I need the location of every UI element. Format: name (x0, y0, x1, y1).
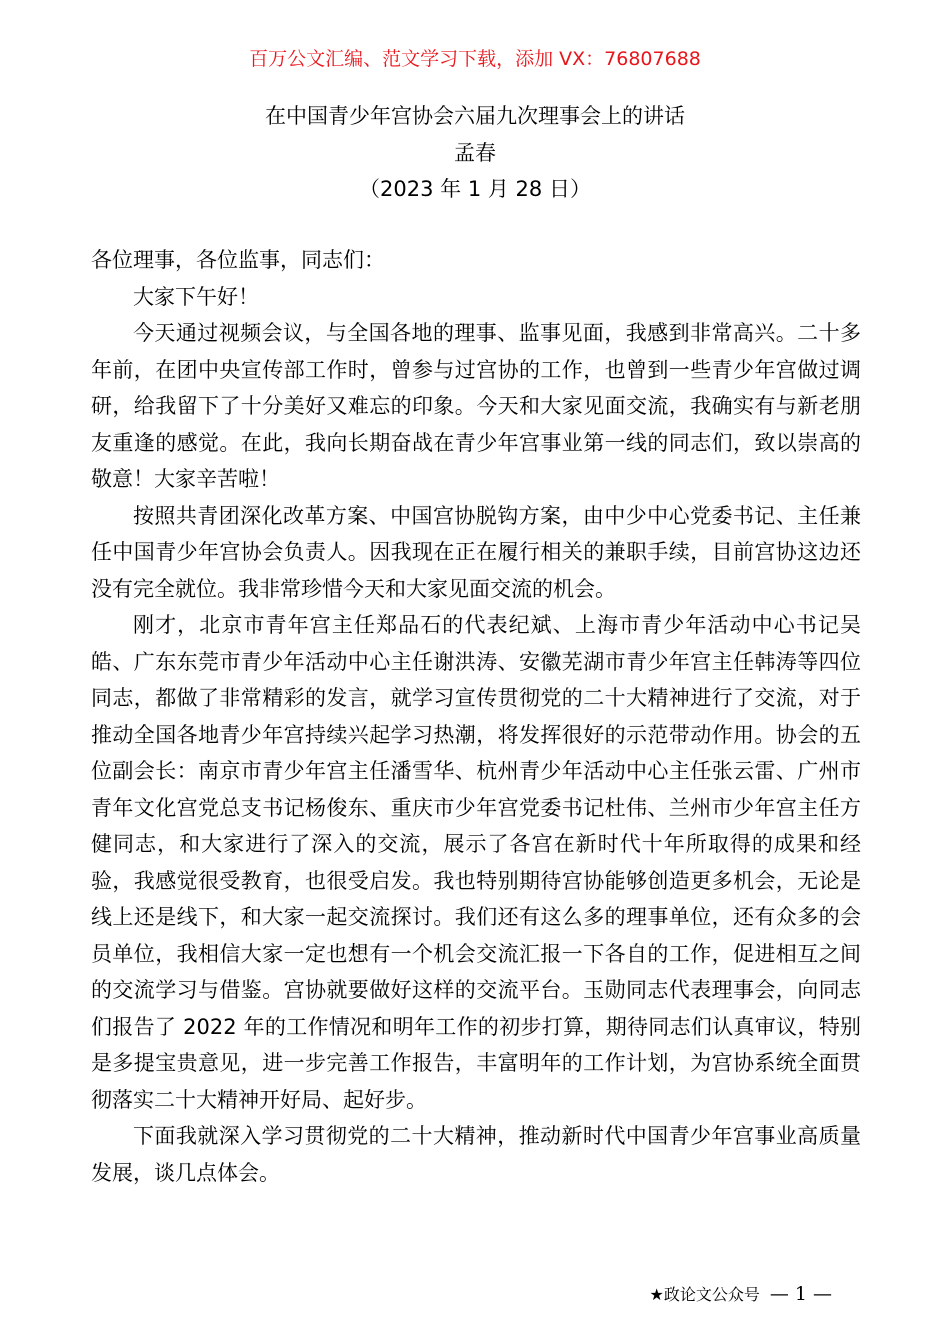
speech-body (91, 242, 861, 1191)
salutation: 各位理事，各位监事，同志们： (91, 248, 385, 272)
page-footer (649, 1282, 832, 1307)
speech-title: 在中国青少年宫协会六届九次理事会上的讲话 (265, 104, 685, 128)
paragraph: 按照共青团深化改革方案、中国宫协脱钩方案，由中少中心党委书记、主任兼任中国青少年宫协会负责人。因我现在正在履行相关的兼职手续，目前宫协这边还没有完全就位。我非常珍惜今天和大家见面交流的机会。 (91, 503, 861, 601)
promo-banner: 百万公文汇编、范文学习下载，添加 VX：76807688 (249, 48, 701, 70)
speech-author: 孟春 (454, 140, 496, 165)
title-block (0, 98, 950, 208)
paragraph: 大家下午好！ (133, 284, 259, 309)
page-number: — 1 — (769, 1283, 832, 1305)
paragraph: 刚才，北京市青年宫主任郑品石的代表纪斌、上海市青少年活动中心书记吴皓、广东东莞市青少年活动中心主任谢洪涛、安徽芜湖市青少年宫主任韩涛等四位同志，都做了非常精彩的发言，就学习宣传贯彻党的二十大精神进行了交流，对于推动全国各地青少年宫持续兴起学习热潮，将发挥很好的示范带动作用。协会的五位副会长：南京市青少年宫主任潘雪华、杭州青少年活动中心主任张云雷、广州市青年文化宫党总支书记杨俊东、重庆市少年宫党委书记杜伟、兰州市少年宫主任方健同志，和大家进行了深入的交流，展示了各宫在新时代十年所取得的成果和经验，我感觉很受教育，也很受启发。我也特别期待宫协能够创造更多机会，无论是线上还是线下，和大家一起交流探讨。我们还有这么多的理事单位，还有众多的会员单位，我相信大家一定也想有一个机会交流汇报一下各自的工作，促进相互之间的交流学习与借鉴。宫协就要做好这样的交流平台。玉勋同志代表理事会，向同志们报告了 2022 年的工作情况和明年工作的初步打算，期待同志们认真审议，特别是多提宝贵意见，进一步完善工作报告，丰富明年的工作计划，为宫协系统全面贯彻落实二十大精神开好局、起好步。 (91, 613, 861, 1112)
paragraph: 下面我就深入学习贯彻党的二十大精神，推动新时代中国青少年宫事业高质量发展，谈几点体会。 (91, 1124, 861, 1185)
speech-date: （2023 年 1 月 28 日） (359, 177, 591, 201)
paragraph: 今天通过视频会议，与全国各地的理事、监事见面，我感到非常高兴。二十多年前，在团中央宣传部工作时，曾参与过宫协的工作，也曾到一些青少年宫做过调研，给我留下了十分美好又难忘的印象。今天和大家见面交流，我确实有与新老朋友重逢的感觉。在此，我向长期奋战在青少年宫事业第一线的同志们，致以崇高的敬意！大家辛苦啦！ (91, 321, 861, 491)
footer-source: ★政论文公众号 (649, 1285, 760, 1304)
